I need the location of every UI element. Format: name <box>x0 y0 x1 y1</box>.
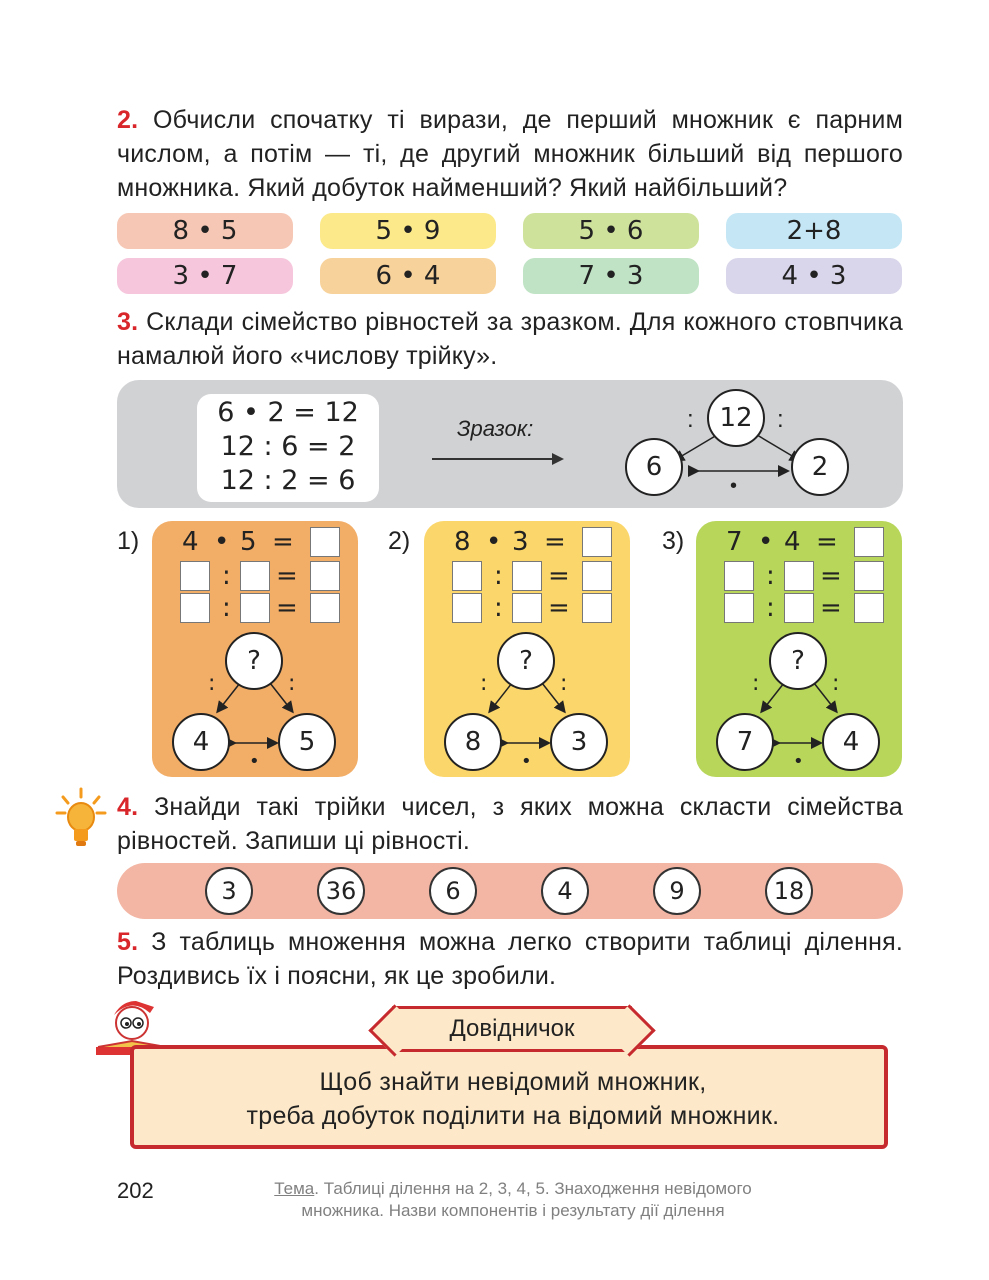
task-number: 4. <box>117 793 139 821</box>
factor-b: 3 <box>512 527 529 557</box>
reference-box <box>130 1045 888 1149</box>
divide-sign: : <box>752 671 760 696</box>
family-card <box>152 521 358 777</box>
reference-line: Щоб знайти невідомий множник, <box>319 1068 707 1096</box>
task-5 <box>117 925 903 993</box>
factor-b: 5 <box>240 527 257 557</box>
task-2 <box>117 103 903 205</box>
card-circle-top: ? <box>769 632 827 690</box>
equals-sign: = <box>820 561 842 591</box>
task-text: Склади сімейство рівностей за зразком. Для кожного стовпчика намалюй його «числову трійку». <box>117 308 903 370</box>
multiply-sign: • <box>758 527 774 557</box>
page-number: 202 <box>117 1178 154 1203</box>
number-circle: 4 <box>541 867 589 915</box>
factor-a: 8 <box>454 527 471 557</box>
divide-sign: : <box>208 671 216 696</box>
sample-circle-right: 2 <box>791 438 849 496</box>
equals-sign: = <box>548 561 570 591</box>
task-3 <box>117 305 903 373</box>
multiply-sign: • <box>730 475 738 497</box>
card-circle-left: 4 <box>172 713 230 771</box>
number-circle: 9 <box>653 867 701 915</box>
expression-pill: 4 • 3 <box>726 258 902 294</box>
expression-pill: 8 • 5 <box>117 213 293 249</box>
task-text: Обчисли спочатку ті вирази, де перший множник є парним числом, а потім — ті, де другий множник більший від першого множника. Який добуток найменший? Який найбільший? <box>117 106 903 202</box>
equals-sign: = <box>272 527 294 557</box>
sample-box <box>117 380 903 508</box>
multiply-sign: • <box>214 527 230 557</box>
equals-sign: = <box>816 527 838 557</box>
multiply-sign: • <box>793 751 804 772</box>
card-label: 2) <box>388 527 411 555</box>
divide-sign: : <box>560 671 568 696</box>
sample-line: 6 • 2 = 12 <box>217 397 359 428</box>
card-circle-left: 8 <box>444 713 502 771</box>
multiply-sign: • <box>249 751 260 772</box>
sample-equations <box>197 394 379 502</box>
divide-sign: : <box>288 671 296 696</box>
divide-sign: : <box>832 671 840 696</box>
card-circle-right: 3 <box>550 713 608 771</box>
arrow-right-icon <box>432 458 562 460</box>
reference-title: Довідничок <box>392 1006 632 1052</box>
family-card <box>696 521 902 777</box>
factor-b: 4 <box>784 527 801 557</box>
expression-pill: 7 • 3 <box>523 258 699 294</box>
number-circle: 6 <box>429 867 477 915</box>
card-circle-top: ? <box>225 632 283 690</box>
card-circle-left: 7 <box>716 713 774 771</box>
divide-sign: : <box>766 593 775 623</box>
family-card <box>424 521 630 777</box>
task-text: Знайди такі трійки чисел, з яких можна скласти сімейства рівностей. Запиши ці рівності. <box>117 793 903 855</box>
divide-sign: : <box>687 406 694 433</box>
numbers-band <box>117 863 903 919</box>
equals-sign: = <box>544 527 566 557</box>
topic-line: . Таблиці ділення на 2, 3, 4, 5. Знаходження невідомого <box>314 1179 752 1198</box>
expression-pill: 3 • 7 <box>117 258 293 294</box>
reference-line: треба добуток поділити на відомий множник. <box>246 1102 780 1130</box>
lightbulb-icon <box>55 787 107 849</box>
divide-sign: : <box>222 561 231 591</box>
number-circle: 3 <box>205 867 253 915</box>
factor-a: 4 <box>182 527 199 557</box>
topic-word: Тема <box>274 1179 315 1198</box>
task-text: З таблиць множення можна легко створити таблиці ділення. Роздивись їх і поясни, як це зробили. <box>117 928 903 990</box>
expression-pill: 6 • 4 <box>320 258 496 294</box>
divide-sign: : <box>494 593 503 623</box>
card-circle-top: ? <box>497 632 555 690</box>
sample-circle-left: 6 <box>625 438 683 496</box>
task-4 <box>117 790 903 858</box>
divide-sign: : <box>222 593 231 623</box>
sample-label: Зразок: <box>457 416 534 441</box>
equals-sign: = <box>820 593 842 623</box>
sample-line: 12 : 2 = 6 <box>220 465 356 496</box>
card-label: 1) <box>117 527 140 555</box>
sample-circle-top: 12 <box>707 389 765 447</box>
task-number: 2. <box>117 106 139 134</box>
divide-sign: : <box>494 561 503 591</box>
card-label: 3) <box>662 527 685 555</box>
expression-pill: 5 • 9 <box>320 213 496 249</box>
task-number: 5. <box>117 928 139 956</box>
divide-sign: : <box>480 671 488 696</box>
number-circle: 18 <box>765 867 813 915</box>
topic-line: множника. Назви компонентів і результату дії ділення <box>301 1201 725 1220</box>
equals-sign: = <box>276 561 298 591</box>
card-circle-right: 4 <box>822 713 880 771</box>
factor-a: 7 <box>726 527 743 557</box>
multiply-sign: • <box>486 527 502 557</box>
multiply-sign: • <box>521 751 532 772</box>
expression-pill: 2+8 <box>726 213 902 249</box>
sample-line: 12 : 6 = 2 <box>220 431 356 462</box>
card-circle-right: 5 <box>278 713 336 771</box>
task-number: 3. <box>117 308 139 336</box>
divide-sign: : <box>766 561 775 591</box>
expression-pill: 5 • 6 <box>523 213 699 249</box>
footer-topic <box>218 1178 808 1222</box>
number-circle: 36 <box>317 867 365 915</box>
divide-sign: : <box>777 406 784 433</box>
equals-sign: = <box>276 593 298 623</box>
equals-sign: = <box>548 593 570 623</box>
